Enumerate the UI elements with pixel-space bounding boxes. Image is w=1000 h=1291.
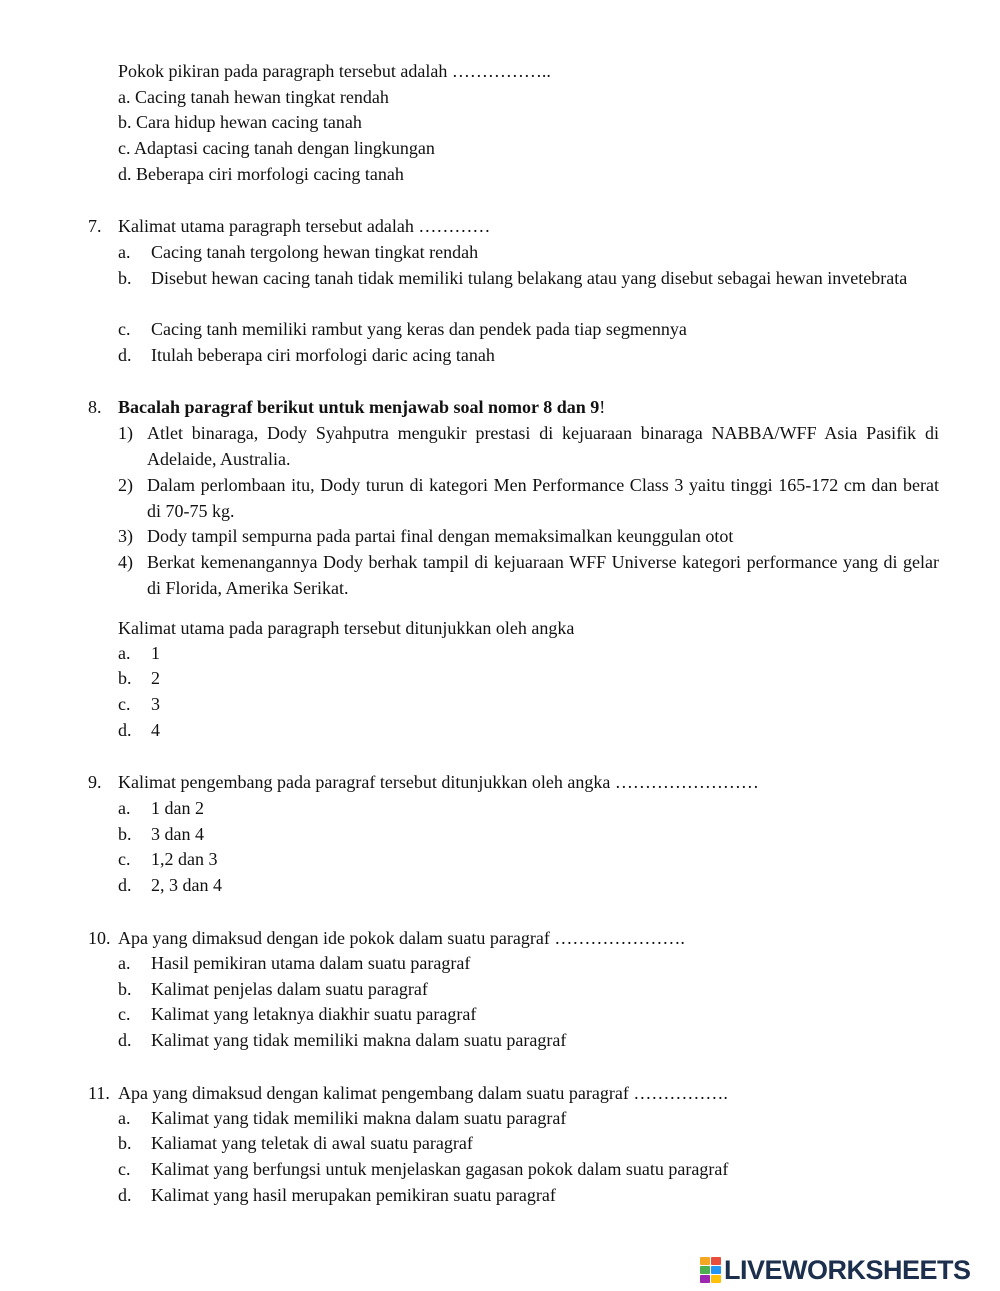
option-text: 3 <box>151 694 160 714</box>
intro-option-c[interactable]: c. Adaptasi cacing tanah dengan lingkungan <box>118 138 435 158</box>
question-number: 11. <box>88 1083 110 1103</box>
sentence-label: 4) <box>118 552 133 572</box>
option-label: c. <box>118 849 131 869</box>
option-text: 2, 3 dan 4 <box>151 875 222 895</box>
option-label: c. <box>118 319 131 339</box>
option-label: a. <box>118 643 131 663</box>
option-text: Kalimat penjelas dalam suatu paragraf <box>151 979 428 999</box>
option-text: Kalimat yang berfungsi untuk menjelaskan gagasan pokok dalam suatu paragraf <box>151 1159 729 1179</box>
question-text: Kalimat pengembang pada paragraf tersebut ditunjukkan oleh angka …………………… <box>118 772 759 792</box>
intro-option-b[interactable]: b. Cara hidup hewan cacing tanah <box>118 112 362 132</box>
option-text: 1,2 dan 3 <box>151 849 218 869</box>
option-text: Cacing tanh memiliki rambut yang keras dan pendek pada tiap segmennya <box>151 319 687 339</box>
option-text: Kaliamat yang teletak di awal suatu paragraf <box>151 1133 473 1153</box>
question-number: 8. <box>88 397 102 417</box>
liveworksheets-logo <box>700 1253 971 1287</box>
question-text: Kalimat utama pada paragraph tersebut ditunjukkan oleh angka <box>118 618 575 638</box>
option-text: 1 <box>151 643 160 663</box>
logo-cell <box>711 1257 721 1265</box>
logo-cell <box>711 1266 721 1274</box>
option-label: b. <box>118 824 132 844</box>
option-label: c. <box>118 1159 131 1179</box>
question-number: 9. <box>88 772 102 792</box>
logo-cell <box>700 1257 710 1265</box>
sentence-text: Dody tampil sempurna pada partai final dengan memaksimalkan keunggulan otot <box>147 526 734 546</box>
instruction-end: ! <box>599 397 606 417</box>
option-label: d. <box>118 875 132 895</box>
option-text: 1 dan 2 <box>151 798 204 818</box>
intro-option-a[interactable]: a. Cacing tanah hewan tingkat rendah <box>118 87 389 107</box>
sentence-label: 1) <box>118 423 133 443</box>
question-number: 10. <box>88 928 111 948</box>
option-text: Cacing tanah tergolong hewan tingkat rendah <box>151 242 479 262</box>
logo-cell <box>700 1275 710 1283</box>
option-label: a. <box>118 1108 131 1128</box>
option-text: Kalimat yang tidak memiliki makna dalam suatu paragraf <box>151 1030 567 1050</box>
option-text: 4 <box>151 720 160 740</box>
option-label: a. <box>118 798 131 818</box>
option-label: b. <box>118 979 132 999</box>
option-text: Kalimat yang hasil merupakan pemikiran suatu paragraf <box>151 1185 556 1205</box>
logo-cell <box>711 1275 721 1283</box>
option-label: b. <box>118 668 132 688</box>
instruction-bold: Bacalah paragraf berikut untuk menjawab soal nomor 8 dan 9 <box>118 397 600 417</box>
logo-mark-icon <box>700 1257 720 1283</box>
question-instruction <box>118 394 605 420</box>
question-text: Apa yang dimaksud dengan kalimat pengembang dalam suatu paragraf ……………. <box>118 1083 728 1103</box>
option-text: Disebut hewan cacing tanah tidak memiliki tulang belakang atau yang disebut sebagai hewan invetebrata <box>151 268 908 288</box>
option-text: 2 <box>151 668 160 688</box>
intro-prompt: Pokok pikiran pada paragraph tersebut adalah …………….. <box>118 61 551 81</box>
sentence-label: 2) <box>118 475 133 495</box>
option-label: c. <box>118 1004 131 1024</box>
option-label: a. <box>118 953 131 973</box>
option-label: b. <box>118 268 132 288</box>
option-text: Itulah beberapa ciri morfologi daric acing tanah <box>151 345 495 365</box>
question-number: 7. <box>88 216 102 236</box>
intro-option-d[interactable]: d. Beberapa ciri morfologi cacing tanah <box>118 164 404 184</box>
option-label: d. <box>118 1185 132 1205</box>
option-text: 3 dan 4 <box>151 824 204 844</box>
sentence-text: Dalam perlombaan itu, Dody turun di kategori Men Performance Class 3 yaitu tinggi 165-172 cm dan berat di 70-75 kg. <box>147 475 939 521</box>
question-text: Kalimat utama paragraph tersebut adalah ………… <box>118 216 491 236</box>
question-text: Apa yang dimaksud dengan ide pokok dalam suatu paragraf …………………. <box>118 928 685 948</box>
option-text: Kalimat yang tidak memiliki makna dalam suatu paragraf <box>151 1108 567 1128</box>
option-label: d. <box>118 345 132 365</box>
option-text: Kalimat yang letaknya diakhir suatu paragraf <box>151 1004 477 1024</box>
option-label: d. <box>118 720 132 740</box>
option-label: b. <box>118 1133 132 1153</box>
logo-cell <box>700 1266 710 1274</box>
sentence-text: Atlet binaraga, Dody Syahputra mengukir prestasi di kejuaraan binaraga NABBA/WFF Asia Pasifik di Adelaide, Australia. <box>147 423 939 469</box>
option-text: Hasil pemikiran utama dalam suatu paragraf <box>151 953 471 973</box>
sentence-text: Berkat kemenangannya Dody berhak tampil di kejuaraan WFF Universe kategori performance yang di gelar di Florida, Amerika Serikat. <box>147 552 939 598</box>
option-label: a. <box>118 242 131 262</box>
sentence-label: 3) <box>118 526 133 546</box>
logo-text: LIVEWORKSHEETS <box>724 1255 971 1285</box>
option-label: d. <box>118 1030 132 1050</box>
option-label: c. <box>118 694 131 714</box>
